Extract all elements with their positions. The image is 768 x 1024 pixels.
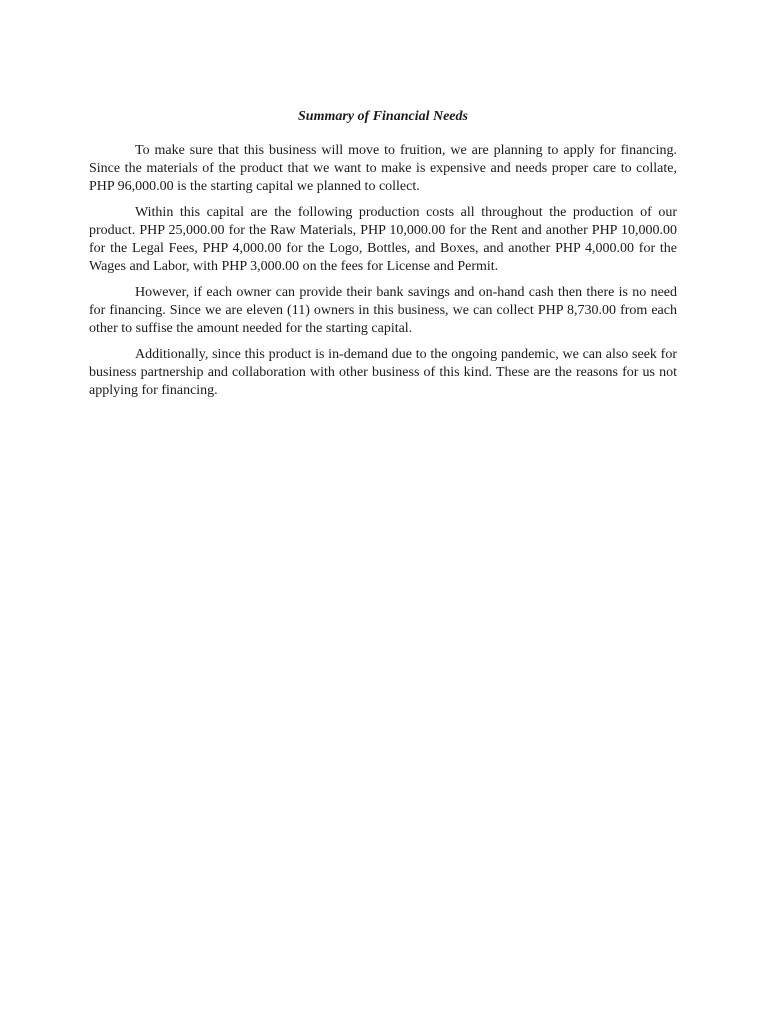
paragraph-production-costs: Within this capital are the following production costs all throughout the production of our product. PHP 25,000.00 for the Raw Materials, PHP 10,000.00 for the Rent and another PHP 10,000.00 for the Legal Fees, PHP 4,000.00 for the Logo, Bottles, and Boxes, and another PHP 4,000.00 for the Wages and Labor, with PHP 3,000.00 on the fees for License and Permit. bbox=[89, 205, 677, 274]
document-title: Summary of Financial Needs bbox=[298, 109, 468, 124]
paragraph-financing-intro: To make sure that this business will move to fruition, we are planning to apply for financing. Since the materials of the product that we want to make is expensive and needs proper care to collate, PHP 96,000.00 is the starting capital we planned to collect. bbox=[89, 143, 677, 194]
paragraph-owner-savings: However, if each owner can provide their bank savings and on-hand cash then there is no need for financing. Since we are eleven (11) owners in this business, we can collect PHP 8,730.00 from each other to suffise the amount needed for the starting capital. bbox=[89, 285, 677, 336]
paragraph-partnership: Additionally, since this product is in-demand due to the ongoing pandemic, we can also seek for business partnership and collaboration with other business of this kind. These are the reasons for us not applying for financing. bbox=[89, 347, 677, 398]
document-body bbox=[89, 108, 677, 408]
